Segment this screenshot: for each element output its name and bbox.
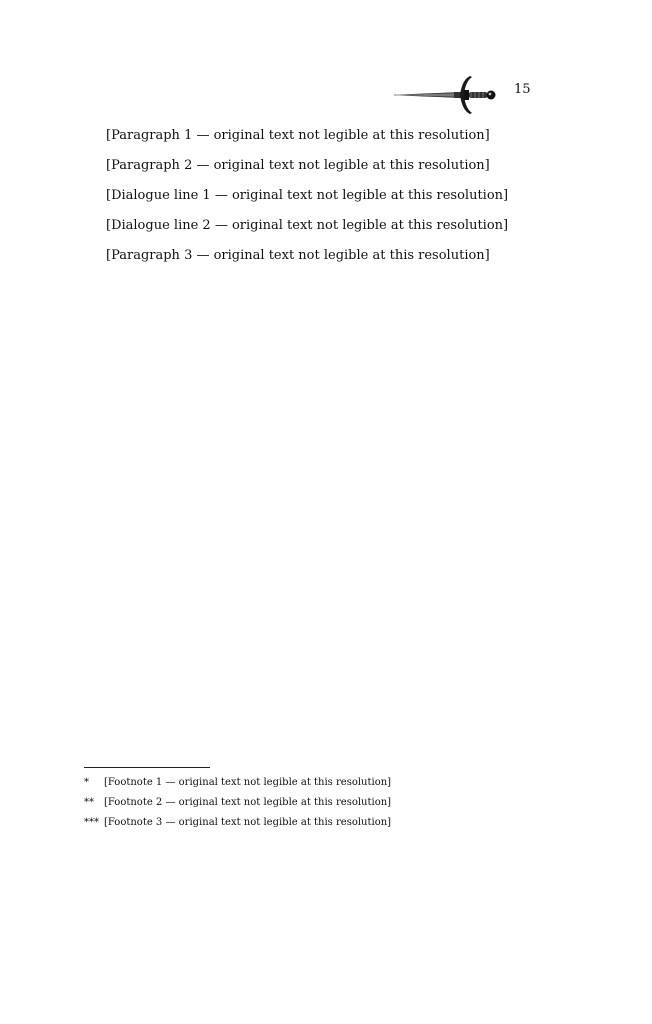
footnote-divider xyxy=(84,767,210,768)
footnote xyxy=(84,776,536,790)
footnote-text: [Footnote 2 — original text not legible at this resolution] xyxy=(104,797,392,808)
sword-icon xyxy=(390,68,502,118)
footnote-text: [Footnote 3 — original text not legible at this resolution] xyxy=(104,817,392,828)
footnote-mark: * xyxy=(84,777,89,788)
footnotes xyxy=(84,776,536,836)
footnote-mark: ** xyxy=(84,797,94,808)
footnote xyxy=(84,816,536,830)
paragraph: [Paragraph 3 — original text not legible at this resolution] xyxy=(106,248,490,263)
dialogue-line: [Dialogue line 2 — original text not legible at this resolution] xyxy=(106,218,509,233)
dialogue-line: [Dialogue line 1 — original text not legible at this resolution] xyxy=(106,188,509,203)
footnote xyxy=(84,796,536,810)
main-text xyxy=(106,126,536,276)
paragraph: [Paragraph 1 — original text not legible at this resolution] xyxy=(106,128,490,143)
footnote-text: [Footnote 1 — original text not legible at this resolution] xyxy=(104,777,392,788)
paragraph: [Paragraph 2 — original text not legible at this resolution] xyxy=(106,158,490,173)
footnote-mark: *** xyxy=(84,817,99,828)
page-number: 15 xyxy=(514,82,531,97)
